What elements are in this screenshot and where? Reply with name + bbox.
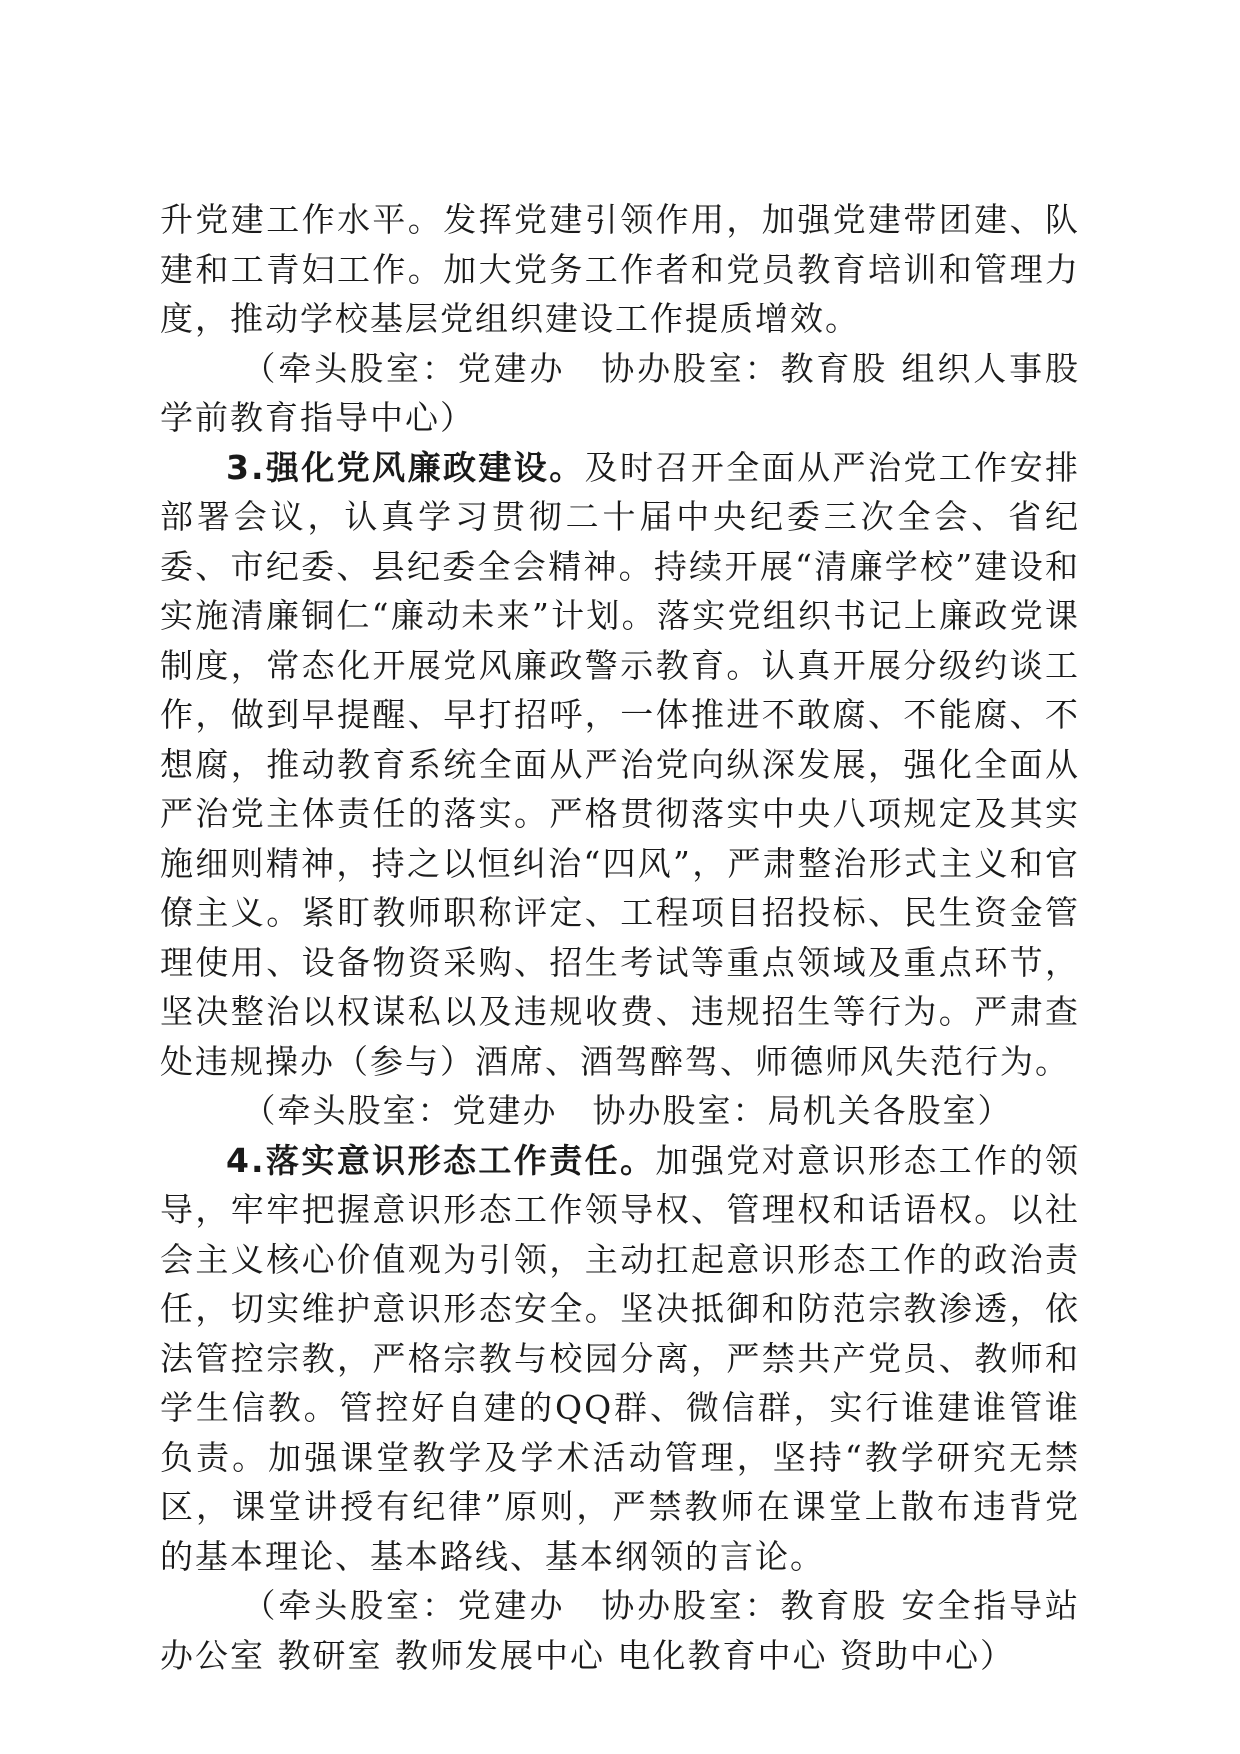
section-3-heading: 3.强化党风廉政建设。 bbox=[226, 447, 585, 487]
section-3-paragraph bbox=[160, 443, 1080, 1087]
note-text: （牵头股室：党建办 协办股室：局机关各股室） bbox=[242, 1091, 1013, 1130]
section-4-heading: 4.落实意识形态工作责任。 bbox=[226, 1140, 656, 1180]
document-page bbox=[160, 195, 1080, 1680]
note-text: （牵头股室：党建办 协办股室：教育股 组织人事股 学前教育指导中心） bbox=[160, 348, 1080, 437]
paragraph-party-building-continuation bbox=[160, 195, 1080, 344]
responsibility-note-3 bbox=[160, 1086, 1080, 1136]
section-3-body: 及时召开全面从严治党工作安排部署会议，认真学习贯彻二十届中央纪委三次全会、省纪委、市纪委、县纪委全会精神。持续开展“清廉学校”建设和实施清廉铜仁“廉动未来”计划。落实党组织书记上廉政党课制度，常态化开展党风廉政警示教育。认真开展分级约谈工作，做到早提醒、早打招呼，一体推进不敢腐、不能腐、不想腐，推动教育系统全面从严治党向纵深发展，强化全面从严治党主体责任的落实。严格贯彻落实中央八项规定及其实施细则精神，持之以恒纠治“四风”，严肃整治形式主义和官僚主义。紧盯教师职称评定、工程项目招投标、民生资金管理使用、设备物资采购、招生考试等重点领域及重点环节，坚决整治以权谋私以及违规收费、违规招生等行为。严肃查处违规操办（参与）酒席、酒驾醉驾、师德师风失范行为。 bbox=[160, 447, 1081, 1081]
section-4-paragraph bbox=[160, 1136, 1080, 1582]
responsibility-note-2 bbox=[160, 344, 1080, 443]
note-text: （牵头股室：党建办 协办股室：教育股 安全指导站 办公室 教研室 教师发展中心 电化教育中心 资助中心） bbox=[160, 1586, 1080, 1675]
section-4-body: 加强党对意识形态工作的领导，牢牢把握意识形态工作领导权、管理权和话语权。以社会主义核心价值观为引领，主动扛起意识形态工作的政治责任，切实维护意识形态安全。坚决抵御和防范宗教渗透，依法管控宗教，严格宗教与校园分离，严禁共产党员、教师和学生信教。管控好自建的QQ群、微信群，实行谁建谁管谁负责。加强课堂教学及学术活动管理，坚持“教学研究无禁区，课堂讲授有纪律”原则，严禁教师在课堂上散布违背党的基本理论、基本路线、基本纲领的言论。 bbox=[160, 1140, 1081, 1576]
responsibility-note-4 bbox=[160, 1581, 1080, 1680]
paragraph-text: 升党建工作水平。发挥党建引领作用，加强党建带团建、队建和工青妇工作。加大党务工作者和党员教育培训和管理力度，推动学校基层党组织建设工作提质增效。 bbox=[160, 200, 1080, 338]
